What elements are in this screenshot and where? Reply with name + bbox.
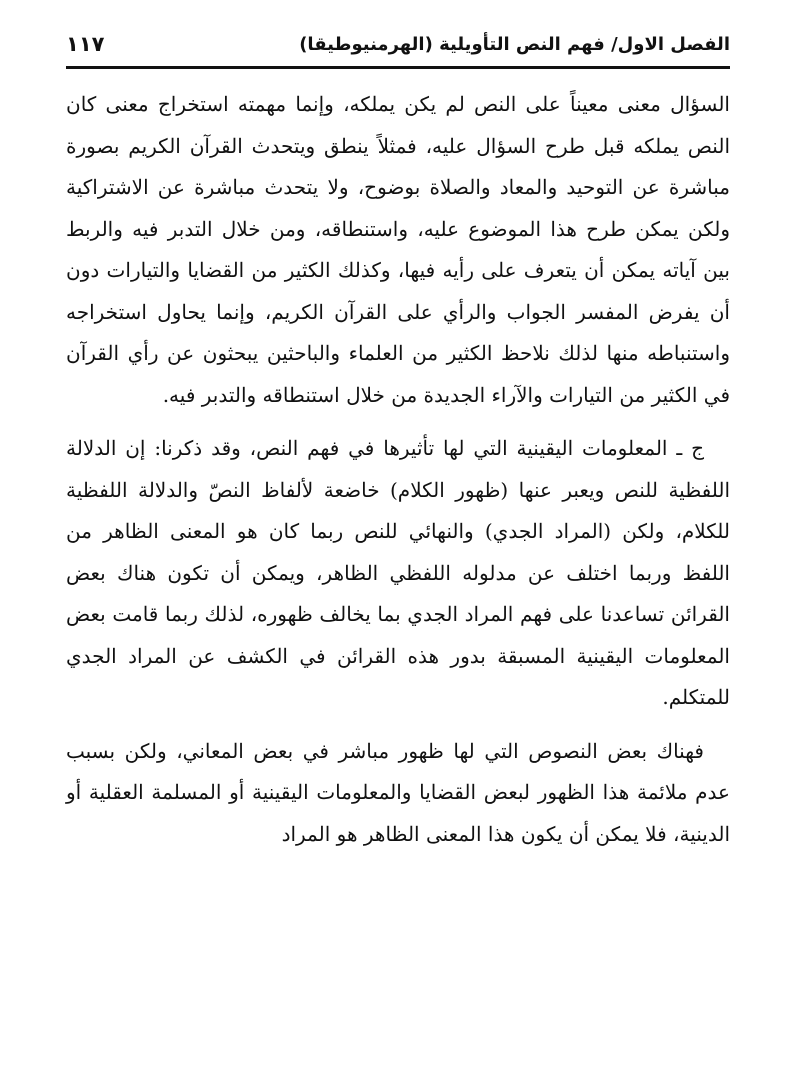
running-header	[66, 28, 730, 64]
body-text	[66, 84, 730, 855]
header-divider	[66, 66, 730, 69]
paragraph-2: ج ـ المعلومات اليقينية التي لها تأثيرها في فهم النص، وقد ذكرنا: إن الدلالة اللفظية للنص ويعبر عنها (ظهور الكلام) خاضعة لألفاظ النصّ والدلالة اللفظية للكلام، ولكن (المراد الجدي) والنهائي للنص ربما كان هو المعنى الظاهر من اللفظ وربما اختلف عن مدلوله اللفظي الظاهر، ويمكن أن تكون هناك بعض القرائن تساعدنا على فهم المراد الجدي بما يخالف ظهوره، لذلك ربما قامت بعض المعلومات اليقينية المسبقة بدور هذه القرائن في الكشف عن المراد الجدي للمتكلم.	[66, 436, 730, 709]
paragraph-3: فهناك بعض النصوص التي لها ظهور مباشر في بعض المعاني، ولكن بسبب عدم ملائمة هذا الظهور لبعض القضايا والمعلومات اليقينية أو المسلمة العقلية أو الدينية، فلا يمكن أن يكون هذا المعنى الظاهر هو المراد	[66, 738, 730, 846]
chapter-title: الفصل الاول/ فهم النص التأويلية (الهرمنيوطيقا)	[299, 34, 730, 55]
paragraph-1: السؤال معنى معيناً على النص لم يكن يملكه، وإنما مهمته استخراج معنى كان النص يملكه قبل طرح السؤال عليه، فمثلاً ينطق ويتحدث القرآن الكريم بصورة مباشرة عن التوحيد والمعاد والصلاة بوضوح، ولا يتحدث مباشرة عن الاشتراكية ولكن يمكن طرح هذا الموضوع عليه، واستنطاقه، ومن خلال التدبر فيه والربط بين آياته يمكن أن يتعرف على رأيه فيها، وكذلك الكثير من القضايا والتيارات دون أن يفرض المفسر الجواب والرأي على القرآن الكريم، وإنما يحاول استخراجه واستنباطه منها لذلك نلاحظ الكثير من العلماء والباحثين يبحثون عن رأي القرآن في الكثير من التيارات والآراء الجديدة من خلال استنطاقه والتدبر فيه.	[66, 92, 730, 407]
page-number: ١١٧	[66, 32, 105, 56]
